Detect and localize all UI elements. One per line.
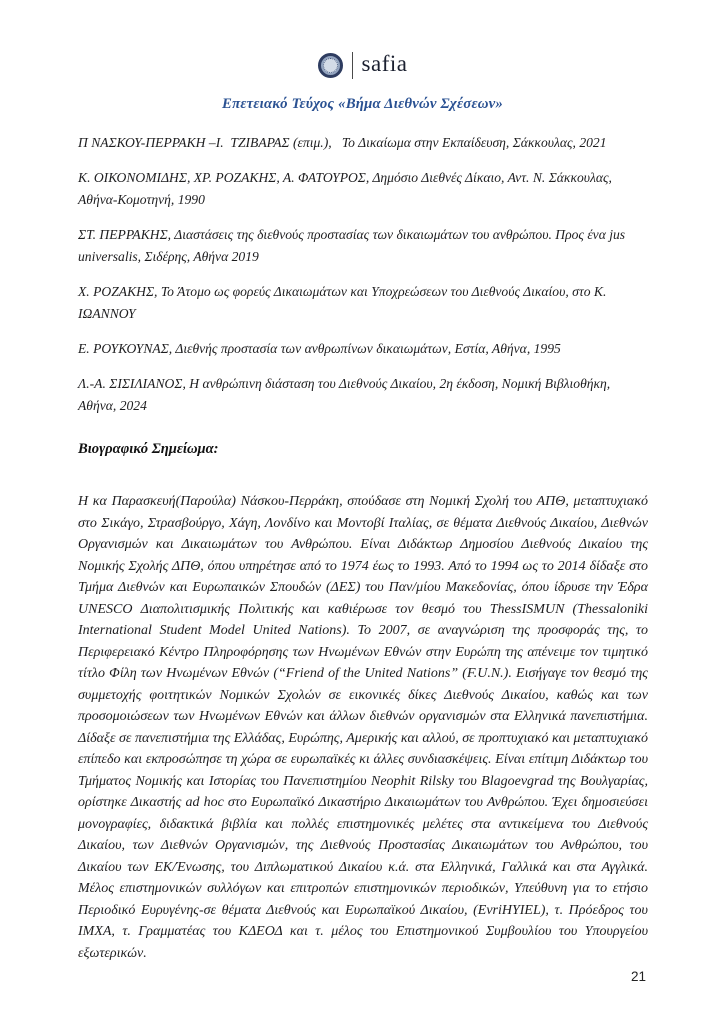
reference-item: Κ. ΟΙΚΟΝΟΜΙΔΗΣ, ΧΡ. ΡΟΖΑΚΗΣ, Α. ΦΑΤΟΥΡΟΣ, Δημόσιο Διεθνές Δίκαιο, Αντ. Ν. Σάκκουλας, Αθήνα-Κομοτηνή, 1990 <box>78 170 616 207</box>
page-number: 21 <box>630 969 646 984</box>
reference-item: Χ. ΡΟΖΑΚΗΣ, Το Άτομο ως φορεύς Δικαιωμάτων και Υποχρεώσεων του Διεθνούς Δικαίου, στο Κ. ΙΩΑΝΝΟΥ <box>78 284 610 321</box>
content-column <box>0 132 725 964</box>
logo-brand-text: safia <box>361 50 408 76</box>
logo-divider <box>352 52 353 79</box>
reference-item: Ε. ΡΟΥΚΟΥΝΑΣ, Διεθνής προστασία των ανθρωπίνων δικαιωμάτων, Εστία, Αθήνα, 1995 <box>78 341 561 356</box>
reference-item: Λ.-Α. ΣΙΣΙΛΙΑΝΟΣ, Η ανθρώπινη διάσταση του Διεθνούς Δικαίου, 2η έκδοση, Νομική Βιβλιοθήκη, Αθήνα, 2024 <box>78 376 614 413</box>
bio-paragraph: Η κα Παρασκευή(Παρούλα) Νάσκου-Περράκη, σπούδασε στη Νομική Σχολή του ΑΠΘ, μεταπτυχιακό στο Σικάγο, Στρασβούργο, Χάγη, Λονδίνο και Μοντοβί Ιταλίας, σε θέματα Διεθνούς Δικαίου, Διεθνών Οργανισμών και Δικαιωμάτων του Ανθρώπου. Είναι Διδάκτωρ Δημοσίου Διεθνούς Δικαίου της Νομικής Σχολής ΔΠΘ, όπου υπηρέτησε από το 1974 έως το 1993. Από το 1994 ως το 2014 δίδαξε στο Τμήμα Διεθνών και Ευρωπαικών Σπουδών (ΔΕΣ) του Παν/μίου Μακεδονίας, όπου ίδρυσε την Έδρα UNESCO Διαπολιτισμικής Πολιτικής και καθιέρωσε τον θεσμό του ThessISMUN (Thessaloniki International Student Model United Nations). Το 2007, σε αναγνώριση της προσφοράς της, το Περιφερειακό Κέντρο Πληροφόρησης των Ηνωμένων Εθνών στην Ευρώπη της απένειμε τον τιμητικό τίτλο Φίλη των Ηνωμένων Εθνών (“Friend of the United Nations” (F.U.N.). Εισήγαγε τον θεσμό της συμμετοχής φοιτητικών Νομικών Σχολών σε εικονικές δίκες Διεθνούς Δικαίου, καθώς και των προσομοιώσεων των Ηνωμένων Εθνών και άλλων διεθνών οργανισμών στα Ελληνικά πανεπιστήμια. Δίδαξε σε πανεπιστήμια της Ελλάδας, Ευρώπης, Αμερικής και αλλού, σε προπτυχιακό και μεταπτυχιακό επίπεδο και εκπροσώπησε τη χώρα σε ευρωπαϊκές κι άλλες συνδιασκέψεις. Είναι επίτιμη Διδάκτωρ του Τμήματος Νομικής και Ιστορίας του Πανεπιστημίου Neophit Rilsky του Blagoevgrad της Βουλγαρίας, ορίστηκε Δικαστής ad hoc στο Ευρωπαϊκό Δικαστήριο Δικαιωμάτων του Ανθρώπου. Έχει δημοσιεύσει μονογραφίες, διδακτικά βιβλία και πολλές επιστημονικές μελέτες στα αντικείμενα του Διεθνούς Δικαίου, των Διεθνών Οργανισμών, της Διεθνούς Προστασίας Δικαιωμάτων του Ανθρώπου, του Δικαίου των ΕΚ/Ένωσης, του Διπλωματικού Δικαίου κ.ά. στα Ελληνικά, Γαλλικά και στα Αγγλικά. Μέλος επιστημονικών συλλόγων και επιτροπών επιστημονικών περιοδικών, Υπεύθυνη για το ετήσιο Περιοδικό Ευρυγένης-σε θέματα Διεθνούς και Ευρωπαϊκού Δικαίου, (EvriHYIEL), τ. Πρόεδρος του ΙΜΧΑ, τ. Γραμματέας του ΚΔΕΟΔ και τ. μέλος του Επιστημονικού Συμβουλίου του Υπουργείου εξωτερικών. <box>78 494 648 961</box>
issue-title: Επετειακό Τεύχος «Βήμα Διεθνών Σχέσεων» <box>222 96 503 112</box>
reference-item: Π ΝΑΣΚΟΥ-ΠΕΡΡΑΚΗ –Ι. ΤΖΙΒΑΡΑΣ (επιμ.), Το Δικαίωμα στην Εκπαίδευση, Σάκκουλας, 2021 <box>78 135 607 150</box>
globe-emblem-icon <box>318 53 343 78</box>
reference-item: ΣΤ. ΠΕΡΡΑΚΗΣ, Διαστάσεις της διεθνούς προστασίας των δικαιωμάτων του ανθρώπου. Προς ένα jus universalis, Σιδέρης, Αθήνα 2019 <box>78 227 629 264</box>
bio-heading: Βιογραφικό Σημείωμα: <box>78 441 219 457</box>
references-list <box>78 132 648 417</box>
safia-logo <box>0 0 725 80</box>
